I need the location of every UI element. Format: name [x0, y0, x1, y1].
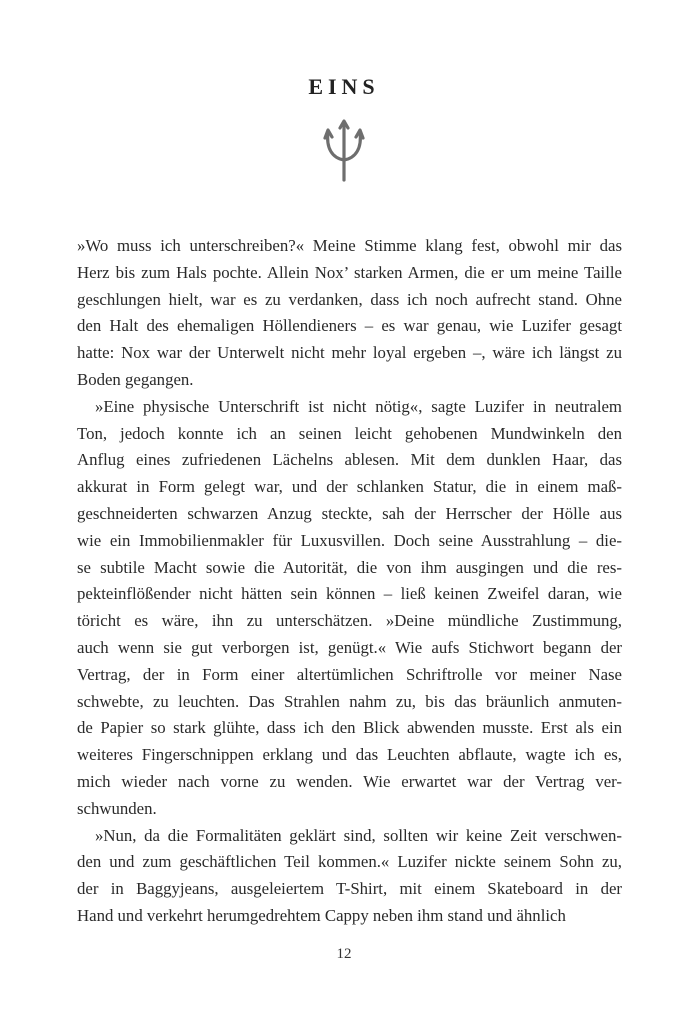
text-line: auch wenn sie gut verborgen ist, genügt.« Wie aufs Stichwort begann der: [77, 637, 622, 657]
text-line: Hand und verkehrt herumgedrehtem Cappy neben ihm stand und ähnlich: [77, 905, 566, 925]
text-line: Ton, jedoch konnte ich an seinen leicht gehobenen Mundwinkeln den: [77, 423, 622, 443]
text-line: töricht es wäre, ihn zu unterschätzen. »Deine mündliche Zustimmung,: [77, 611, 622, 631]
text-line: geschneiderten schwarzen Anzug steckte, sah der Herrscher der Hölle aus: [77, 503, 622, 523]
text-line: schwebte, zu leuchten. Das Strahlen nahm zu, bis das bräunlich anmuten-: [77, 691, 622, 711]
text-line: Boden gegangen.: [77, 369, 194, 389]
text-line: Vertrag, der in Form einer altertümlichen Schriftrolle vor meiner Nase: [77, 664, 622, 684]
text-line: Anflug eines zufriedenen Lächelns ablesen. Mit dem dunklen Haar, das: [77, 450, 622, 470]
text-line: den und zum geschäftlichen Teil kommen.« Luzifer nickte seinem Sohn zu,: [77, 852, 622, 872]
text-line: hatte: Nox war der Unterwelt nicht mehr loyal ergeben –, wäre ich längst zu: [77, 343, 622, 363]
text-line: den Halt des ehemaligen Höllendieners – es war genau, wie Luzifer gesagt: [77, 316, 622, 336]
text-line: de Papier so stark glühte, dass ich den Blick abwenden musste. Erst als ein: [77, 718, 622, 738]
text-line: wie ein Immobilienmakler für Luxusvillen. Doch seine Ausstrahlung – die-: [77, 530, 622, 550]
text-line: der in Baggyjeans, ausgeleiertem T-Shirt, mit einem Skateboard in der: [77, 879, 622, 899]
text-line: »Nun, da die Formalitäten geklärt sind, sollten wir keine Zeit verschwen-: [95, 825, 622, 845]
chapter-title: EINS: [308, 74, 380, 99]
page-number: 12: [336, 946, 352, 962]
text-line: pekteinflößender nicht hätten sein können – ließ keinen Zweifel daran, wie: [77, 584, 622, 604]
text-line: akkurat in Form gelegt war, und der schlanken Statur, die in einem maß-: [77, 477, 622, 497]
text-line: Herz bis zum Hals pochte. Allein Nox’ starken Armen, die er um meine Taille: [77, 262, 622, 282]
text-line: geschlungen hielt, war es zu verdanken, dass ich noch aufrecht stand. Ohne: [77, 289, 622, 309]
text-line: »Eine physische Unterschrift ist nicht nötig«, sagte Luzifer in neutralem: [95, 396, 622, 416]
text-line: schwunden.: [77, 798, 157, 818]
text-line: mich wieder nach vorne zu wenden. Wie erwartet war der Vertrag ver-: [77, 771, 622, 791]
text-line: se subtile Macht sowie die Autorität, die von ihm ausgingen und die res-: [77, 557, 622, 577]
text-line: »Wo muss ich unterschreiben?« Meine Stimme klang fest, obwohl mir das: [77, 236, 622, 255]
trident-icon: [320, 118, 368, 182]
text-line: weiteres Fingerschnippen erklang und das Leuchten abflaute, wagte ich es,: [77, 745, 622, 765]
chapter-body-text: [77, 233, 622, 930]
